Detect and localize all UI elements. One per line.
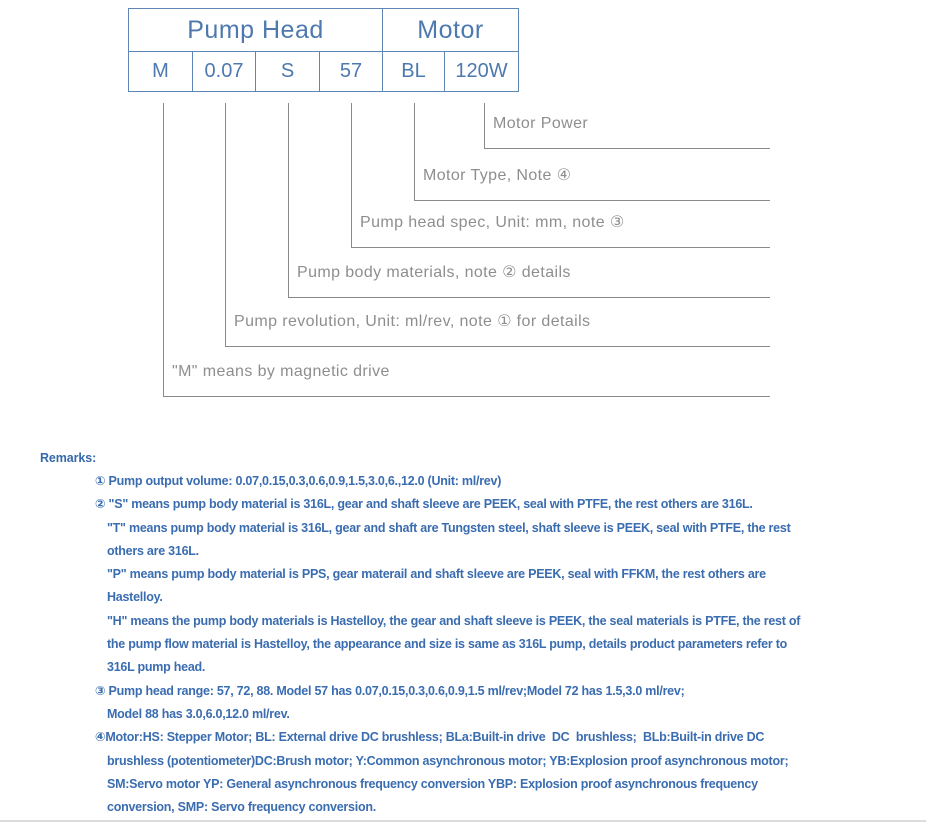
code-cell-motor-power-code: 120W <box>455 60 508 82</box>
callout-label-motor-power: Motor Power <box>493 115 589 132</box>
callout-vline-motor-power <box>484 103 485 149</box>
callout-label-pump-body-materials: Pump body materials, note ② details <box>297 264 571 281</box>
remark-line: ② "S" means pump body material is 316L, gear and shaft sleeve are PEEK, seal with PTFE, the rest others are 316L. <box>95 497 753 512</box>
remark-line: others are 316L. <box>107 543 199 558</box>
remark-line: "T" means pump body material is 316L, gear and shaft are Tungsten steel, shaft sleeve is PEEK, seal with PTFE, the rest <box>107 520 791 535</box>
remark-line: SM:Servo motor YP: General asynchronous frequency conversion YBP: Explosion proof asynchronous frequency <box>107 776 758 791</box>
remark-line: ① Pump output volume: 0.07,0.15,0.3,0.6,0.9,1.5,3.0,6.,12.0 (Unit: ml/rev) <box>95 474 502 488</box>
remarks-title: Remarks: <box>40 451 97 465</box>
table-code-row <box>129 52 518 91</box>
callout-label-pump-head-spec: Pump head spec, Unit: mm, note ③ <box>360 214 625 231</box>
callout-hline-motor-type <box>414 200 770 201</box>
callout-label-pump-revolution: Pump revolution, Unit: ml/rev, note ① for details <box>234 313 591 330</box>
table-header-motor: Motor <box>417 15 484 44</box>
table-header-pump-head: Pump Head <box>129 9 383 51</box>
callout-hline-pump-body-materials <box>288 297 770 298</box>
remarks-block <box>0 470 926 819</box>
callout-vline-pump-head-spec <box>351 103 352 248</box>
callout-hline-motor-power <box>484 148 770 149</box>
table-header-row <box>129 9 518 52</box>
callout-hline-magnetic-drive <box>163 396 770 397</box>
remark-line: the pump flow material is Hastelloy, the appearance and size is same as 316L pump, details product parameters refer to <box>107 637 787 652</box>
remark-line: "H" means the pump body materials is Hastelloy, the gear and shaft sleeve is PEEK, the seal materials is PTFE, the rest of <box>107 613 801 628</box>
remark-line: Model 88 has 3.0,6.0,12.0 ml/rev. <box>107 706 290 721</box>
callout-vline-pump-revolution <box>225 103 226 347</box>
model-code-table <box>128 8 519 92</box>
callout-hline-pump-revolution <box>225 346 770 347</box>
callout-vline-pump-body-materials <box>288 103 289 298</box>
callout-label-magnetic-drive: "M" means by magnetic drive <box>172 363 390 380</box>
callout-vline-magnetic-drive <box>163 103 164 397</box>
code-cell-material-code: S <box>256 52 320 91</box>
remark-line: 316L pump head. <box>107 660 206 675</box>
remark-line: ③ Pump head range: 57, 72, 88. Model 57 has 0.07,0.15,0.3,0.6,0.9,1.5 ml/rev;Model 72 has 1.5,3.0 ml/rev; <box>95 683 685 698</box>
code-cell-revolution-code: 0.07 <box>193 52 256 91</box>
remark-line: Hastelloy. <box>107 590 163 605</box>
callout-vline-motor-type <box>414 103 415 201</box>
remark-line: "P" means pump body material is PPS, gear materail and shaft sleeve are PEEK, seal with FFKM, the rest others are <box>107 567 766 582</box>
remark-line: ④Motor:HS: Stepper Motor; BL: External drive DC brushless; BLa:Built-in drive DC brushless; BLb:Built-in drive DC <box>95 730 765 745</box>
remark-line: brushless (potentiometer)DC:Brush motor; Y:Common asynchronous motor; YB:Explosion proof asynchronous motor; <box>107 753 789 768</box>
code-cell-motor-type-code: BL <box>383 52 445 91</box>
code-cell-drive-code: M <box>129 52 193 91</box>
code-cell-head-spec-code: 57 <box>320 52 383 91</box>
callout-hline-pump-head-spec <box>351 247 770 248</box>
remark-line: conversion, SMP: Servo frequency conversion. <box>107 800 376 815</box>
callout-label-motor-type: Motor Type, Note ④ <box>423 167 572 184</box>
